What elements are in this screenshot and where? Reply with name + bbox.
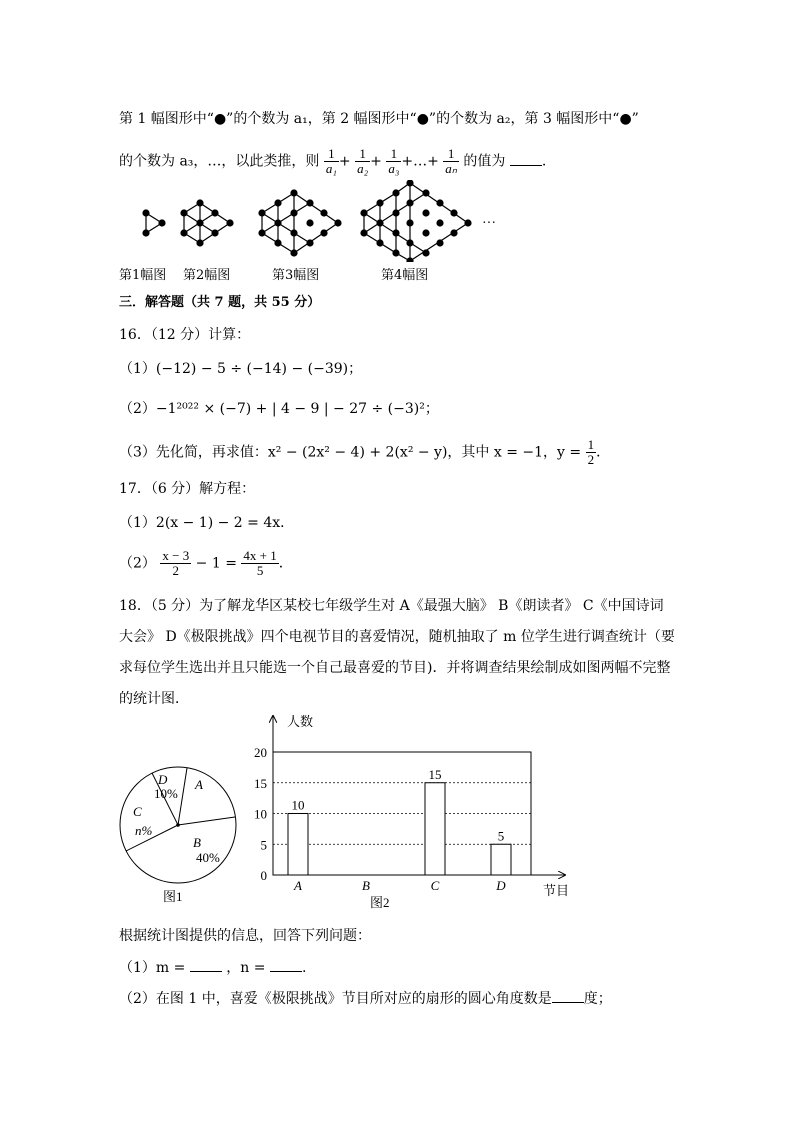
- q17-right-fraction: $\frac{4x + 1}{5}$: [243, 548, 277, 578]
- q17-part2: （2） $\frac{x - 3}{2}$ − 1 = $\frac{4x + 1}{5}$ ．: [119, 548, 293, 578]
- y-tick-5: 5: [260, 837, 267, 853]
- figure-label-2: 第2幅图: [183, 268, 231, 283]
- figure-1: [143, 210, 165, 236]
- pie-label-b: B: [193, 835, 201, 850]
- q18-line3: 求每位学生选出并且只能选一个自己最喜爱的节目)．并将调查结果绘制成如图两幅不完整: [119, 660, 671, 676]
- q17-part1: （1）2(x − 1) − 2 = 4x．: [119, 515, 295, 531]
- y-tick-0: 0: [260, 868, 267, 883]
- q18-answer1-m: （1）m =: [119, 960, 186, 976]
- pie-caption: 图1: [163, 889, 183, 904]
- problem15-line1: 第 1 幅图形中“●”的个数为 a₁，第 2 幅图形中“●”的个数为 a₂，第 3 幅图形中“●”: [119, 111, 639, 127]
- bar-value-A: 10: [291, 797, 305, 813]
- fraction-n: $\frac{1}{\text{aₙ}}$: [445, 146, 457, 176]
- bar-caption: 图2: [370, 895, 390, 910]
- bar-value-D: 5: [497, 828, 505, 844]
- problem15-line2: 的个数为 a₃，…，以此类推，则 $\frac{1}{\text{a₁}}$ + $\frac{1}{\text{a₂}}$ + $\frac{1}{\text{a₃}}$ +…+ $\frac{1}{\text{aₙ}}$ 的值为 .: [119, 146, 547, 176]
- pie-label-a: A: [195, 777, 203, 792]
- q18-line1: 18．（5 分）为了解龙华区某校七年级学生对 A《最强大脑》 B《朗读者》 C《中国诗词: [119, 598, 664, 614]
- x-tick-D: D: [496, 878, 506, 893]
- figure-4: [361, 180, 471, 262]
- q17-part2-mid: − 1 =: [195, 555, 237, 572]
- dot-figures: [130, 180, 510, 262]
- section-title: 三．解答题（共 7 题，共 55 分）: [119, 295, 321, 310]
- fraction-3: $\frac{1}{\text{a₃}}$: [388, 146, 400, 176]
- q17-part2-label: （2）: [119, 555, 156, 572]
- fraction-2: $\frac{1}{\text{a₂}}$: [357, 146, 369, 176]
- figure-label-4: 第4幅图: [381, 268, 429, 283]
- q16-fraction: $\frac{1}{2}$: [587, 437, 595, 467]
- bar-value-C: 15: [428, 766, 442, 782]
- blank-n: [270, 959, 302, 972]
- x-axis-label: 节目: [543, 883, 570, 898]
- problem15-line2-prefix: 的个数为 a₃，…，以此类推，则: [119, 153, 320, 170]
- blank-m: [190, 959, 222, 972]
- q18-line2: 大会》 D《极限挑战》四个电视节目的喜爱情况，随机抽取了 m 位学生进行调查统计（要: [119, 629, 675, 645]
- q18-line4: 的统计图．: [119, 691, 189, 707]
- q18-answer1-n: ，n =: [226, 960, 266, 976]
- pie-chart: [118, 755, 243, 905]
- q18-after: 根据统计图提供的信息，回答下列问题：: [119, 928, 371, 944]
- figure-ellipsis: ···: [482, 216, 496, 231]
- x-tick-A: A: [294, 878, 302, 893]
- figure-label-3: 第3幅图: [272, 268, 320, 283]
- figure-3: [259, 190, 341, 256]
- problem15-line2-suffix: 的值为: [463, 153, 506, 170]
- pie-label-b-pct: 40%: [196, 850, 220, 865]
- q18-answer2-text: （2）在图 1 中，喜爱《极限挑战》节目所对应的扇形的圆心角度数是: [119, 991, 552, 1007]
- x-tick-C: C: [430, 878, 440, 893]
- q17-left-fraction: $\frac{x - 3}{2}$: [162, 548, 190, 578]
- bar-C: [425, 783, 445, 875]
- bar-D: [491, 844, 511, 875]
- pie-label-c: C: [133, 804, 142, 819]
- x-tick-B: B: [362, 878, 370, 893]
- pie-label-d: D: [158, 772, 168, 787]
- q18-answer2-unit: 度；: [583, 991, 612, 1007]
- q18-answer1: （1）m = ，n = .: [119, 960, 307, 976]
- q16-part3: （3）先化简，再求值：x² − (2x² − 4) + 2(x² − y)，其中 x = −1，y = $\frac{1}{2}$ ．: [119, 437, 611, 467]
- q17-head: 17．（6 分）解方程：: [119, 481, 256, 497]
- bar-chart: [245, 710, 585, 915]
- q16-part3-text: （3）先化简，再求值：x² − (2x² − 4) + 2(x² − y)，其中 x = −1，y =: [119, 444, 582, 461]
- pie-label-d-pct: 10%: [154, 786, 178, 801]
- figure-label-1: 第1幅图: [119, 268, 167, 283]
- q18-answer2: [119, 988, 612, 1008]
- q16-part2: （2）−1²⁰²² × (−7) + | 4 − 9 | − 27 ÷ (−3)²；: [119, 401, 439, 417]
- y-tick-15: 15: [254, 775, 267, 791]
- figure-2: [181, 200, 233, 246]
- bar-A: [288, 814, 308, 876]
- q16-head: 16．（12 分）计算：: [119, 327, 251, 343]
- answer-blank: [510, 153, 542, 166]
- fraction-1: $\frac{1}{\text{a₁}}$: [325, 146, 337, 176]
- y-tick-20: 20: [254, 745, 267, 760]
- q16-part1: （1）(−12) − 5 ÷ (−14) − (−39)；: [119, 361, 363, 377]
- blank-angle: [552, 990, 584, 1003]
- y-axis-label: 人数: [287, 714, 314, 729]
- pie-label-c-pct: n%: [135, 823, 153, 838]
- y-tick-10: 10: [254, 806, 267, 822]
